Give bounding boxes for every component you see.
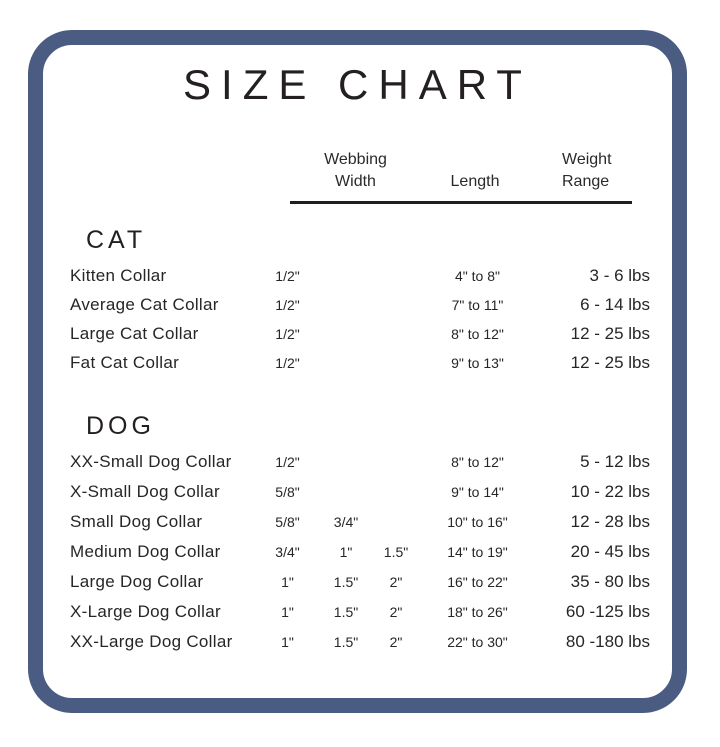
- row-name: Small Dog Collar: [70, 512, 203, 531]
- row-webbing-1: 1/2": [275, 296, 300, 313]
- row-webbing-1: 5/8": [275, 514, 300, 530]
- row-webbing-3: 2": [389, 634, 403, 650]
- table-row: [43, 537, 672, 567]
- row-weight: 80 -180 lbs: [565, 632, 650, 651]
- row-webbing-3: 1.5": [383, 544, 409, 560]
- row-webbing-2: 1.5": [333, 604, 359, 620]
- row-weight: 20 - 45 lbs: [570, 542, 650, 561]
- row-name: Kitten Collar: [70, 265, 167, 285]
- row-name: X-Small Dog Collar: [70, 482, 220, 501]
- page-title: SIZE CHART: [183, 61, 532, 108]
- row-name: Medium Dog Collar: [70, 542, 221, 561]
- length-header-label: Length: [450, 173, 500, 190]
- row-name: Average Cat Collar: [70, 294, 219, 314]
- section-dog: [43, 413, 672, 657]
- row-webbing-1: 1": [281, 574, 294, 590]
- table-row: [43, 477, 672, 507]
- row-webbing-3: 2": [389, 574, 403, 590]
- row-webbing-1: 1": [281, 604, 294, 620]
- table-row: [43, 348, 672, 377]
- weight-header-line2: Range: [562, 173, 610, 190]
- row-webbing-2: 1": [339, 544, 353, 560]
- weight-header-line1: Weight: [562, 151, 612, 168]
- column-header-length: [415, 171, 535, 193]
- row-name: Large Cat Collar: [70, 323, 199, 343]
- row-name: XX-Small Dog Collar: [70, 452, 232, 471]
- row-length: 22" to 30": [447, 634, 508, 650]
- row-weight: 5 - 12 lbs: [580, 452, 650, 471]
- column-header-weight-range: [562, 149, 682, 193]
- row-name: Large Dog Collar: [70, 572, 204, 591]
- row-webbing-2: 1.5": [333, 634, 359, 650]
- section-label-cat: CAT: [86, 226, 147, 254]
- row-weight: 60 -125 lbs: [565, 602, 650, 621]
- row-weight: 10 - 22 lbs: [570, 482, 650, 501]
- row-name: Fat Cat Collar: [70, 352, 180, 372]
- row-length: 18" to 26": [447, 604, 508, 620]
- row-webbing-1: 5/8": [275, 484, 300, 500]
- row-weight: 35 - 80 lbs: [570, 572, 650, 591]
- row-webbing-1: 3/4": [275, 544, 300, 560]
- row-length: 8" to 12": [451, 325, 504, 342]
- table-row: [43, 597, 672, 627]
- table-row: [43, 447, 672, 477]
- row-length: 9" to 13": [451, 354, 504, 371]
- table-row: [43, 627, 672, 657]
- row-webbing-1: 1/2": [275, 454, 300, 470]
- table-row: [43, 290, 672, 319]
- row-webbing-3: 2": [389, 604, 403, 620]
- header-underline: [290, 201, 632, 204]
- size-chart-card: [28, 30, 687, 713]
- webbing-header-line1: Webbing: [324, 151, 387, 168]
- webbing-header-line2: Width: [335, 173, 376, 190]
- row-length: 14" to 19": [447, 544, 508, 560]
- table-row: [43, 319, 672, 348]
- row-webbing-2: 1.5": [333, 574, 359, 590]
- row-length: 8" to 12": [451, 454, 504, 470]
- row-webbing-1: 1/2": [275, 354, 300, 371]
- row-length: 10" to 16": [447, 514, 508, 530]
- row-length: 7" to 11": [451, 296, 504, 313]
- row-webbing-2: 3/4": [333, 514, 359, 530]
- column-header-webbing-width: [273, 149, 438, 193]
- row-webbing-1: 1": [281, 634, 294, 650]
- section-label-dog: DOG: [86, 412, 155, 440]
- row-weight: 12 - 28 lbs: [570, 512, 650, 531]
- table-row: [43, 567, 672, 597]
- row-length: 4" to 8": [455, 267, 500, 284]
- table-column-headers: [43, 149, 672, 205]
- row-name: X-Large Dog Collar: [70, 602, 221, 621]
- row-name: XX-Large Dog Collar: [70, 632, 233, 651]
- row-webbing-1: 1/2": [275, 325, 300, 342]
- row-webbing-1: 1/2": [275, 267, 300, 284]
- row-weight: 12 - 25 lbs: [570, 323, 650, 343]
- table-row: [43, 507, 672, 537]
- section-cat: [43, 227, 672, 377]
- row-weight: 12 - 25 lbs: [570, 352, 650, 372]
- row-weight: 3 - 6 lbs: [589, 265, 650, 285]
- table-row: [43, 261, 672, 290]
- row-length: 9" to 14": [451, 484, 504, 500]
- row-length: 16" to 22": [447, 574, 508, 590]
- row-weight: 6 - 14 lbs: [580, 294, 650, 314]
